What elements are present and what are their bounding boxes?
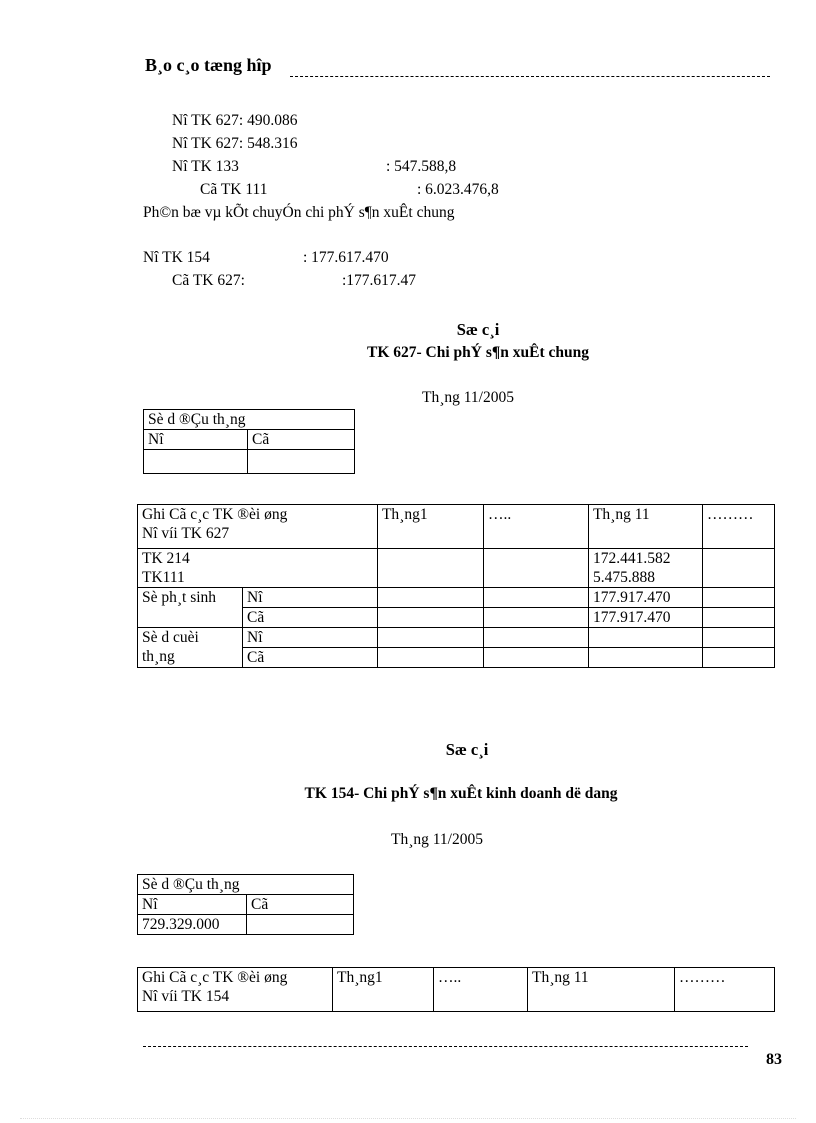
col-dots: ….. bbox=[434, 968, 528, 1012]
opening-debit-value bbox=[144, 450, 248, 474]
closing-credit-label: Cã bbox=[243, 648, 378, 668]
journal-line-5: Ph©n bæ vµ kÕt chuyÓn chi phÝ s¶n xuÊt chung bbox=[143, 204, 455, 221]
journal-line-7-value: :177.617.47 bbox=[342, 272, 417, 289]
value-tk214: 172.441.582 bbox=[592, 550, 671, 567]
value-tk111: 5.475.888 bbox=[592, 569, 655, 586]
journal-line-3-value: : 547.588,8 bbox=[386, 158, 457, 175]
ledger1-head-cell bbox=[138, 505, 378, 549]
ledger1-head-line-1: Ghi Cã c¸c TK ®èi øng bbox=[142, 506, 288, 523]
ledger2-month: Th¸ng 11/2005 bbox=[391, 831, 483, 848]
col-month-1: Th¸ng1 bbox=[333, 968, 434, 1012]
closing-label-line-1: Sè d cuèi bbox=[142, 629, 199, 646]
col-dots: ….. bbox=[483, 505, 588, 549]
ledger1-title: Sæ c¸i bbox=[456, 320, 500, 339]
bottom-edge-line bbox=[20, 1118, 796, 1119]
ledger2-opening-balance-table bbox=[137, 874, 354, 935]
closing-debit-label: Nî bbox=[243, 628, 378, 648]
journal-line-3-label: Nî TK 133 bbox=[172, 158, 239, 175]
arising-label: Sè ph¸t sinh bbox=[138, 588, 243, 628]
arising-debit-value: 177.917.470 bbox=[588, 588, 702, 608]
arising-debit-label: Nî bbox=[243, 588, 378, 608]
ledger2-main-table bbox=[137, 967, 775, 1012]
opening-credit-value bbox=[247, 915, 354, 935]
journal-line-4-label: Cã TK 111 bbox=[200, 181, 268, 198]
ledger2-head-line-1: Ghi Cã c¸c TK ®èi øng bbox=[142, 969, 288, 986]
footer-divider bbox=[143, 1046, 748, 1047]
col-month-11: Th¸ng 11 bbox=[528, 968, 675, 1012]
opening-credit-label: Cã bbox=[248, 430, 355, 450]
account-tk111: TK111 bbox=[142, 569, 185, 586]
opening-debit-label: Nî bbox=[138, 895, 247, 915]
opening-header: Sè d ®Çu th¸ng bbox=[144, 410, 355, 430]
ledger1-accounts-cell bbox=[138, 549, 378, 588]
page-number: 83 bbox=[766, 1051, 782, 1068]
opening-debit-value: 729.329.000 bbox=[138, 915, 247, 935]
arising-credit-label: Cã bbox=[243, 608, 378, 628]
opening-credit-label: Cã bbox=[247, 895, 354, 915]
col-month-11: Th¸ng 11 bbox=[588, 505, 702, 549]
page-header-title: B¸o c¸o tæng hîp bbox=[145, 55, 272, 75]
ledger1-main-table bbox=[137, 504, 775, 668]
opening-debit-label: Nî bbox=[144, 430, 248, 450]
closing-label-cell bbox=[138, 628, 243, 668]
ledger1-month: Th¸ng 11/2005 bbox=[422, 389, 514, 406]
ledger2-title: Sæ c¸i bbox=[445, 740, 489, 759]
journal-line-6-label: Nî TK 154 bbox=[143, 249, 210, 266]
opening-header: Sè d ®Çu th¸ng bbox=[138, 875, 354, 895]
ledger2-head-line-2: Nî víi TK 154 bbox=[142, 988, 230, 1005]
closing-label-line-2: th¸ng bbox=[142, 648, 175, 665]
ledger1-head-line-2: Nî víi TK 627 bbox=[142, 525, 230, 542]
account-tk214: TK 214 bbox=[142, 550, 190, 567]
col-more: ……… bbox=[675, 968, 775, 1012]
arising-credit-value: 177.917.470 bbox=[588, 608, 702, 628]
journal-line-1: Nî TK 627: 490.086 bbox=[172, 112, 298, 129]
header-divider bbox=[290, 76, 770, 77]
col-more: ……… bbox=[702, 505, 774, 549]
ledger1-accounts-values bbox=[588, 549, 702, 588]
journal-line-4-value: : 6.023.476,8 bbox=[417, 181, 499, 198]
journal-line-2: Nî TK 627: 548.316 bbox=[172, 135, 298, 152]
ledger2-subtitle: TK 154- Chi phÝ s¶n xuÊt kinh doanh dë dang bbox=[304, 785, 618, 802]
journal-line-7-label: Cã TK 627: bbox=[172, 272, 245, 289]
ledger1-opening-balance-table bbox=[143, 409, 355, 474]
ledger1-subtitle: TK 627- Chi phÝ s¶n xuÊt chung bbox=[367, 344, 589, 361]
opening-credit-value bbox=[248, 450, 355, 474]
journal-line-6-value: : 177.617.470 bbox=[303, 249, 389, 266]
col-month-1: Th¸ng1 bbox=[377, 505, 483, 549]
ledger2-head-cell bbox=[138, 968, 333, 1012]
